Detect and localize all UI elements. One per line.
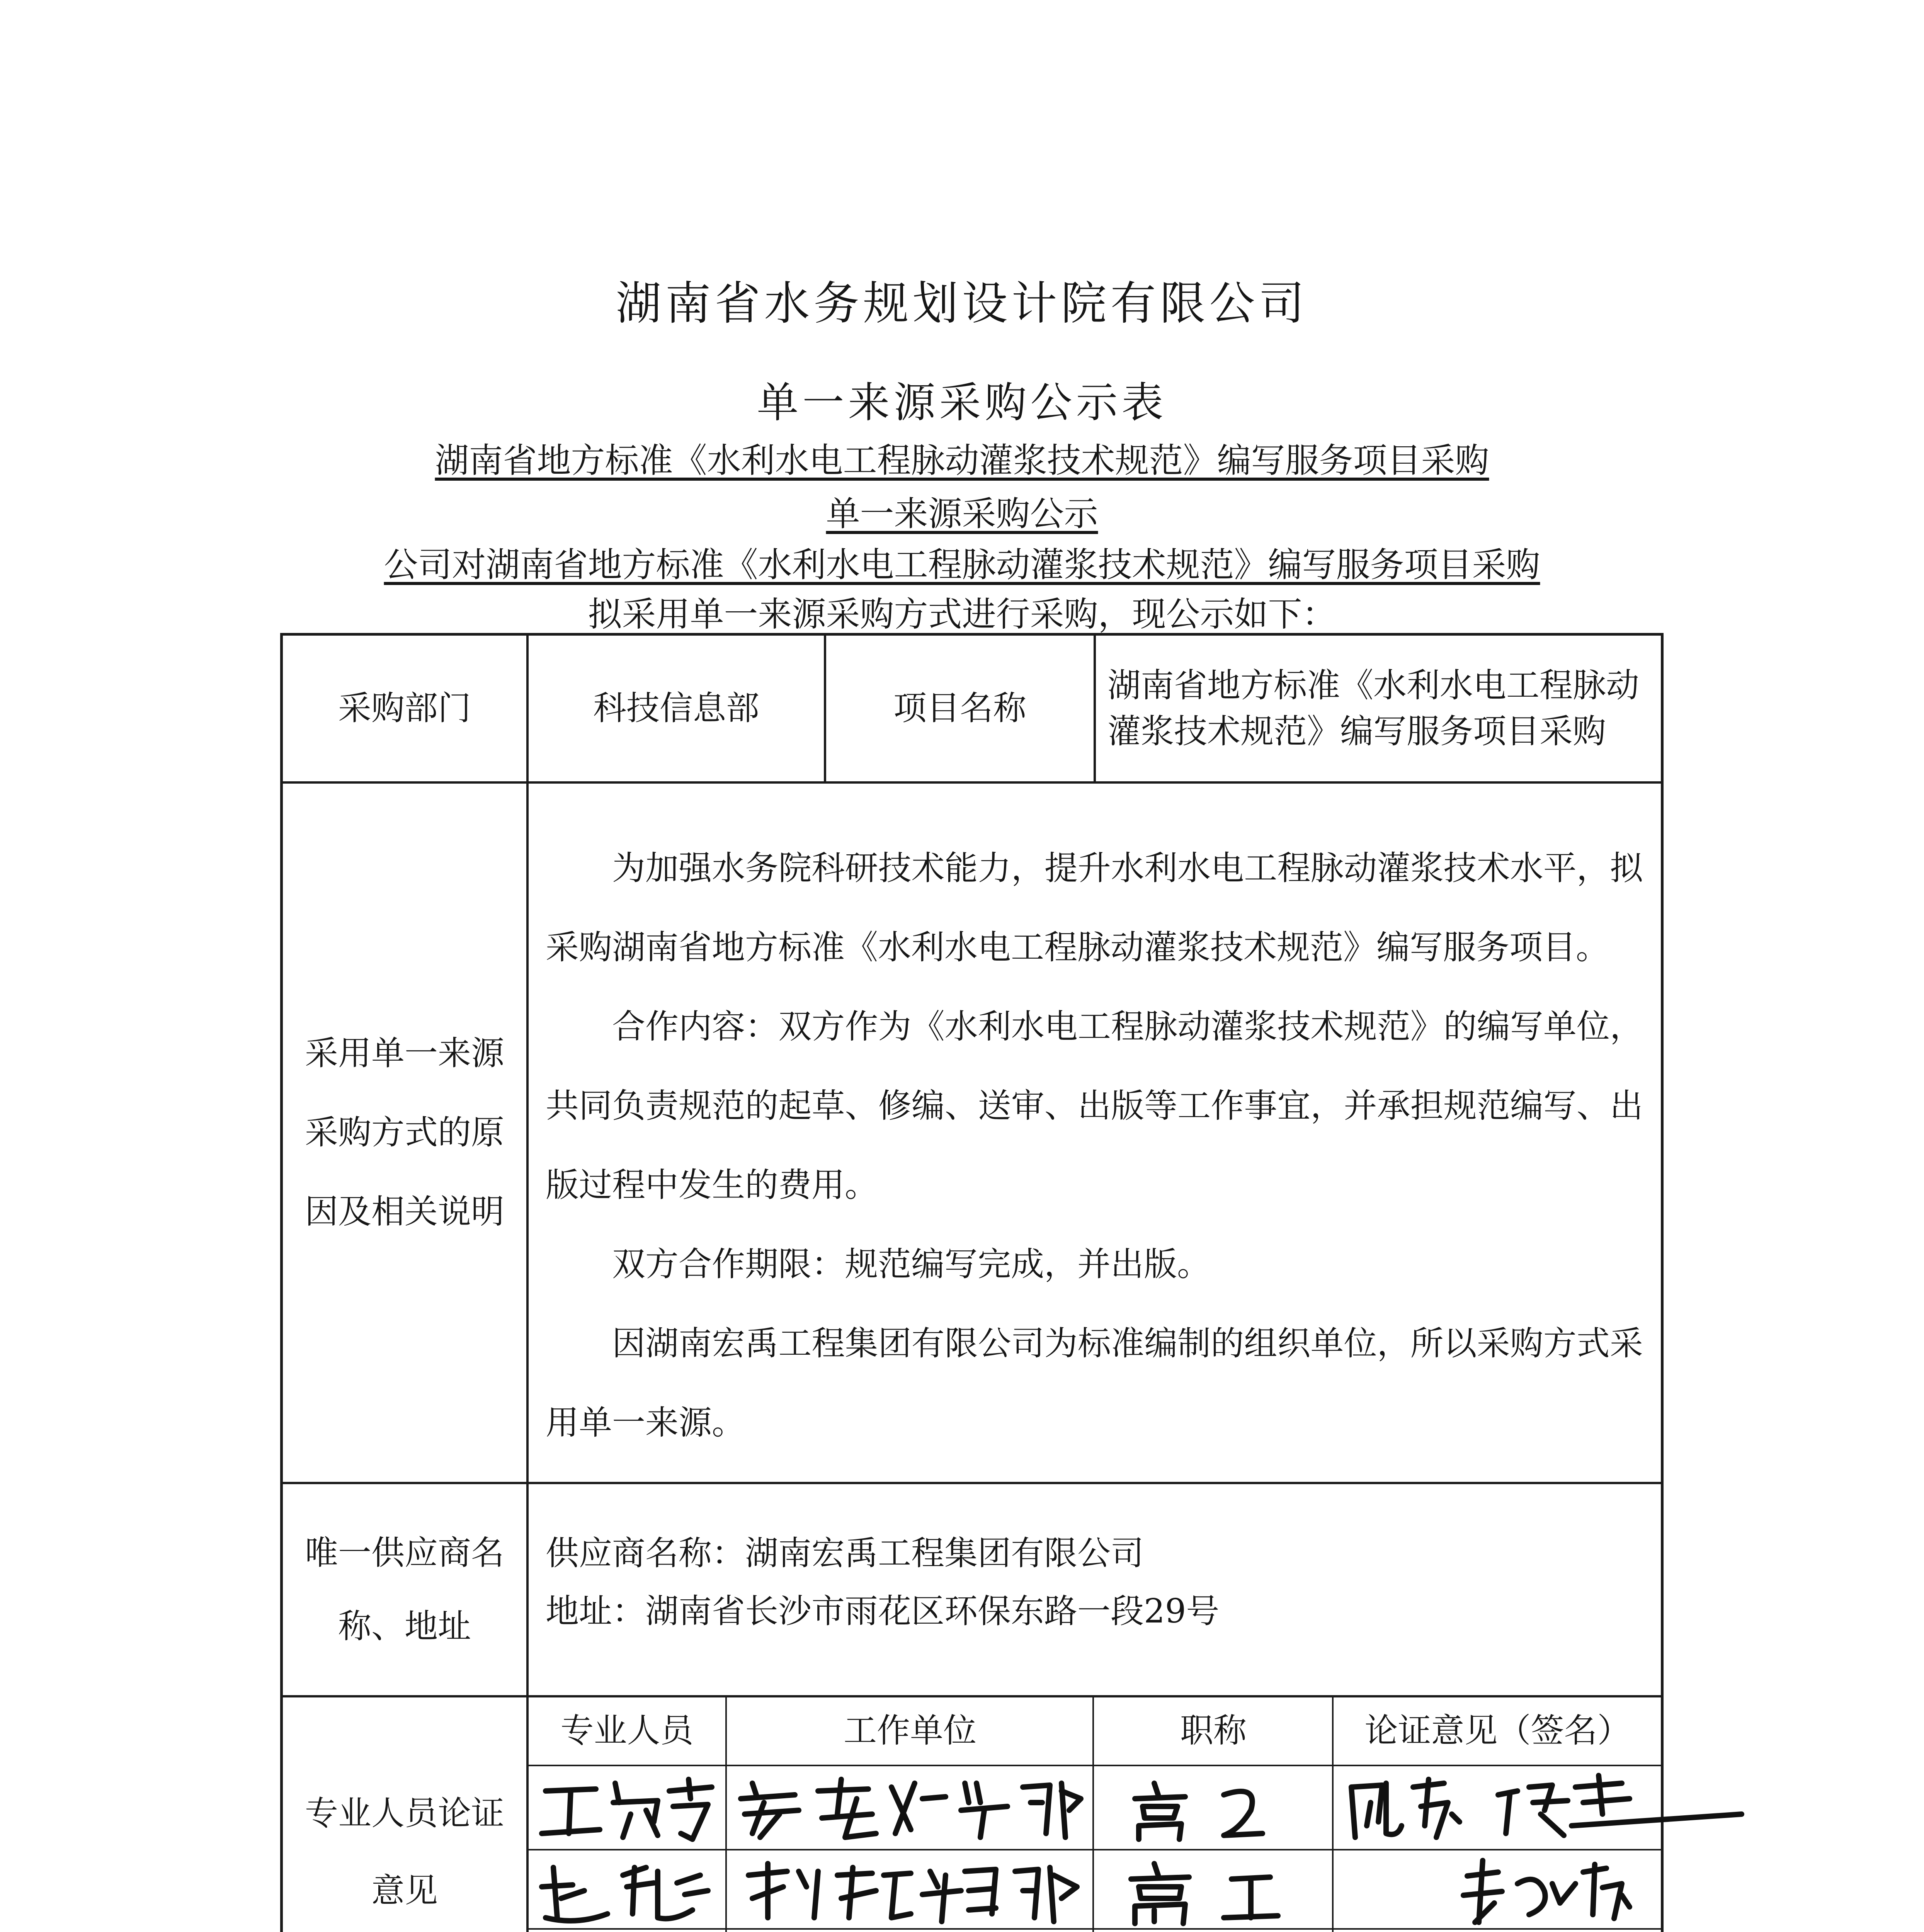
reason-label: 采用单一来源采购方式的原因及相关说明 <box>305 1034 504 1231</box>
reason-paragraph: 为加强水务院科研技术能力，提升水利水电工程脉动灌浆技术水平，拟采购湖南省地方标准《水利水电工程脉动灌浆技术规范》编写服务项目。 <box>546 849 1643 967</box>
project-value: 湖南省地方标准《水利水电工程脉动灌浆技术规范》编写服务项目采购 <box>1107 666 1639 751</box>
form-title: 单一来源采购公示表 <box>757 379 1167 427</box>
handwritten-title <box>1096 1768 1330 1847</box>
handwritten-expert-name <box>530 1768 723 1847</box>
expert-col-divider <box>1332 1695 1334 1932</box>
project-heading: 湖南省地方标准《水利水电工程脉动灌浆技术规范》编写服务项目采购 <box>435 440 1489 480</box>
expert-label: 专业人员论证意见 <box>305 1794 504 1910</box>
reason-paragraph: 合作内容：双方作为《水利水电工程脉动灌浆技术规范》的编写单位，共同负责规范的起草、修编、送审、出版等工作事宜，并承担规范编写、出版过程中发生的费用。 <box>546 1007 1643 1204</box>
handwritten-signature <box>1336 1928 1757 1932</box>
handwritten-work-unit <box>729 1852 1090 1927</box>
procurement-table <box>280 633 1664 1932</box>
intro-line-1: 公司对湖南省地方标准《水利水电工程脉动灌浆技术规范》编写服务项目采购 <box>384 545 1540 585</box>
dept-label: 采购部门 <box>338 689 471 728</box>
intro-line-2: 拟采用单一来源采购方式进行采购，现公示如下： <box>588 594 1336 634</box>
dept-value: 科技信息部 <box>593 689 759 728</box>
expert-col-divider <box>725 1695 727 1932</box>
expert-col-header: 职称 <box>1180 1711 1247 1750</box>
handwritten-signature <box>1336 1764 1757 1849</box>
supplier-label: 唯一供应商名称、地址 <box>305 1534 504 1646</box>
notice-heading: 单一来源采购公示 <box>826 494 1098 534</box>
handwritten-expert-name <box>530 1852 723 1927</box>
reason-paragraph: 因湖南宏禹工程集团有限公司为标准编制的组织单位，所以采购方式采用单一来源。 <box>546 1324 1643 1442</box>
expert-col-header: 工作单位 <box>844 1711 976 1750</box>
expert-col-header: 论证意见（签名） <box>1364 1711 1631 1750</box>
reason-description <box>546 829 1643 1463</box>
handwritten-signature <box>1336 1849 1757 1928</box>
project-label: 项目名称 <box>893 689 1026 728</box>
supplier-address: 地址：湖南省长沙市雨花区环保东路一段29号 <box>546 1592 1220 1631</box>
expert-col-divider <box>1092 1695 1094 1932</box>
company-title: 湖南省水务规划设计院有限公司 <box>616 277 1308 330</box>
handwritten-title <box>1096 1852 1330 1927</box>
supplier-name: 供应商名称：湖南宏禹工程集团有限公司 <box>546 1534 1144 1573</box>
expert-col-header: 专业人员 <box>560 1711 694 1750</box>
handwritten-work-unit <box>729 1768 1090 1847</box>
reason-paragraph: 双方合作期限：规范编写完成，并出版。 <box>612 1245 1210 1284</box>
